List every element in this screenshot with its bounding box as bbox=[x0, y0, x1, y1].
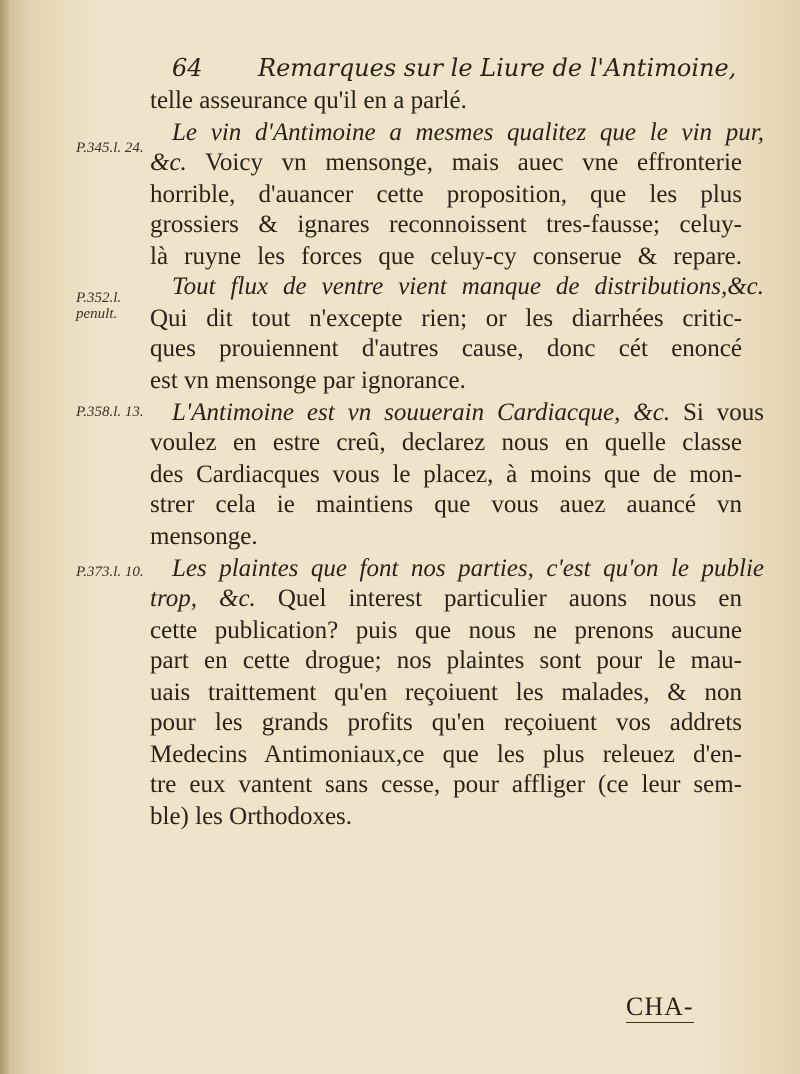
text-line bbox=[150, 646, 742, 676]
commentary-text: des Cardiacques vous le placez, à moins que de mon- bbox=[150, 461, 742, 488]
text-line bbox=[150, 180, 742, 210]
commentary-text: ques prouiennent d'autres cause, donc cét enoncé bbox=[150, 335, 742, 362]
commentary-text: part en cette drogue; nos plaintes sont pour le mau- bbox=[150, 647, 742, 674]
quoted-passage: Les plaintes que font nos parties, c'est qu'on le publie bbox=[172, 555, 764, 582]
margin-note: P.373.l. 10. bbox=[76, 564, 144, 580]
commentary-text: là ruyne les forces que celuy-cy conserue & repare. bbox=[150, 243, 742, 270]
catchword: CHA- bbox=[626, 992, 694, 1021]
commentary-text: Medecins Antimoniaux,ce que les plus releuez d'en- bbox=[150, 741, 742, 768]
running-header bbox=[172, 50, 737, 86]
text-line bbox=[150, 148, 742, 178]
quoted-passage: Le vin d'Antimoine a mesmes qualitez que le vin pur, bbox=[172, 119, 764, 146]
text-line bbox=[150, 770, 742, 800]
text-line bbox=[150, 460, 742, 490]
commentary-text: strer cela ie maintiens que vous auez auancé vn bbox=[150, 491, 742, 518]
commentary-text: mensonge. bbox=[150, 523, 258, 550]
text-line bbox=[150, 490, 742, 520]
commentary-text: telle asseurance qu'il en a parlé. bbox=[150, 87, 467, 114]
text-line bbox=[150, 678, 742, 708]
commentary-text: pour les grands profits qu'en reçoiuent vos addrets bbox=[150, 709, 742, 736]
text-line bbox=[150, 584, 742, 614]
commentary-text: tre eux vantent sans cesse, pour affliger (ce leur sem- bbox=[150, 771, 742, 798]
margin-note: P.345.l. 24. bbox=[76, 140, 144, 156]
text-line bbox=[172, 554, 764, 584]
commentary-text: grossiers & ignares reconnoissent tres-fausse; celuy- bbox=[150, 211, 742, 238]
text-line bbox=[150, 522, 742, 552]
text-line bbox=[150, 740, 742, 770]
text-line bbox=[150, 366, 742, 396]
text-line bbox=[150, 86, 742, 116]
commentary-text: voulez en estre creû, declarez nous en quelle classe bbox=[150, 429, 742, 456]
quoted-passage: &c. bbox=[150, 149, 187, 176]
text-line bbox=[150, 304, 742, 334]
text-line bbox=[172, 272, 764, 302]
text-line bbox=[150, 708, 742, 738]
commentary-text: horrible, d'auancer cette proposition, que les plus bbox=[150, 181, 742, 208]
text-line bbox=[172, 118, 764, 148]
commentary-text: ble) les Orthodoxes. bbox=[150, 803, 353, 830]
commentary-text: Si vous bbox=[670, 399, 764, 426]
margin-note: P.358.l. 13. bbox=[76, 404, 144, 420]
text-line bbox=[150, 242, 742, 272]
commentary-text: Voicy vn mensonge, mais auec vne effronterie bbox=[186, 149, 742, 176]
commentary-text: est vn mensonge par ignorance. bbox=[150, 367, 466, 394]
commentary-text: Quel interest particulier auons nous en bbox=[255, 585, 742, 612]
commentary-text: cette publication? puis que nous ne prenons aucune bbox=[150, 617, 742, 644]
binding-gutter bbox=[0, 0, 12, 1074]
text-line bbox=[150, 334, 742, 364]
commentary-text: uais traittement qu'en reçoiuent les malades, & non bbox=[150, 679, 742, 706]
quoted-passage: Tout flux de ventre vient manque de distributions,&c. bbox=[172, 273, 764, 300]
page-number: 64 bbox=[172, 54, 203, 82]
text-line bbox=[150, 616, 742, 646]
running-title: Remarques sur le Liure de l'Antimoine, bbox=[258, 54, 737, 82]
text-line bbox=[150, 210, 742, 240]
text-line bbox=[150, 428, 742, 458]
quoted-passage: trop, &c. bbox=[150, 585, 256, 612]
text-line bbox=[150, 802, 742, 832]
text-line bbox=[172, 398, 764, 428]
commentary-text: Qui dit tout n'excepte rien; or les diarrhées critic- bbox=[150, 305, 742, 332]
margin-note: P.352.l. penult. bbox=[76, 290, 122, 322]
quoted-passage: L'Antimoine est vn souuerain Cardiacque, &c. bbox=[172, 399, 671, 426]
